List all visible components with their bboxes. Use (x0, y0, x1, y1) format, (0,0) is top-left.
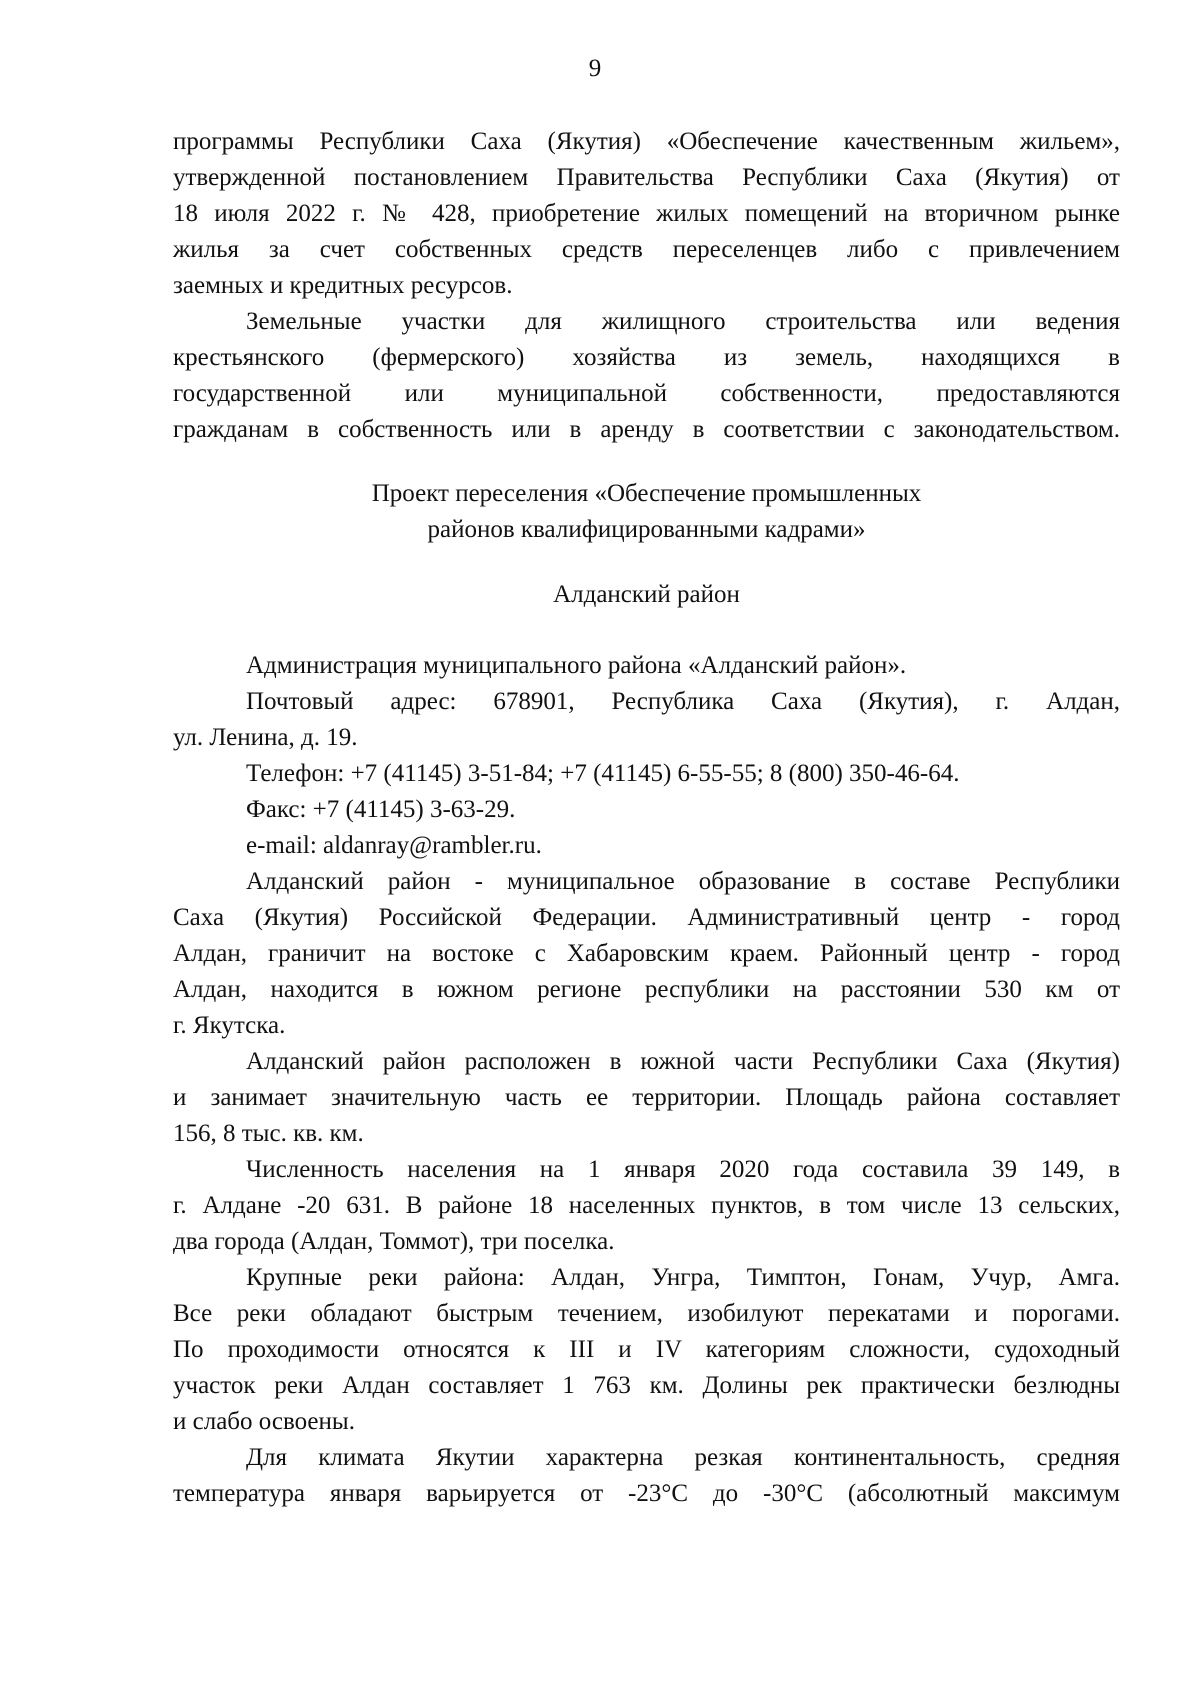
document-body (173, 124, 1120, 1512)
contact-block (173, 648, 1120, 864)
text-line: и занимает значительную часть ее территории. Площадь района составляет (173, 1084, 1120, 1111)
text-line: По проходимости относятся к III и IV категориям сложности, судоходный (173, 1336, 1120, 1363)
fax-number: Факс: +7 (41145) 3-63-29. (246, 796, 516, 823)
text-line: Численность населения на 1 января 2020 года составила 39 149, в (246, 1156, 1120, 1183)
text-line: жилья за счет собственных средств переселенцев либо с привлечением (173, 236, 1120, 263)
text-line: Саха (Якутия) Российской Федерации. Административный центр - город (173, 904, 1120, 931)
text-line: гражданам в собственность или в аренду в соответствии с законодательством. (173, 416, 1120, 443)
text-line: Крупные реки района: Алдан, Унгра, Тимптон, Гонам, Учур, Амга. (246, 1264, 1120, 1291)
text-line: Алданский район расположен в южной части Республики Саха (Якутия) (246, 1048, 1120, 1075)
section-heading (173, 476, 1120, 548)
text-line: утвержденной постановлением Правительства Республики Саха (Якутия) от (173, 164, 1120, 191)
text-line: два города (Алдан, Томмот), три поселка. (173, 1228, 615, 1255)
paragraph-land-plots (173, 304, 1120, 448)
text-line: Алдан, граничит на востоке с Хабаровским краем. Районный центр - город (173, 940, 1120, 967)
postal-address: ул. Ленина, д. 19. (173, 724, 358, 751)
section-subheading (173, 577, 1120, 613)
paragraph-population (173, 1152, 1120, 1260)
text-line: температура января варьируется от -23°С до -30°С (абсолютный максимум (173, 1480, 1120, 1507)
heading-line: районов квалифицированными кадрами» (427, 516, 866, 543)
text-line: Алданский район - муниципальное образование в составе Республики (246, 868, 1120, 895)
email-address: e-mail: aldanray@rambler.ru. (246, 832, 542, 859)
postal-address: Почтовый адрес: 678901, Республика Саха (Якутия), г. Алдан, (246, 688, 1120, 715)
text-line: и слабо освоены. (173, 1408, 355, 1435)
phone-numbers: Телефон: +7 (41145) 3-51-84; +7 (41145) 6-55-55; 8 (800) 350-46-64. (246, 760, 960, 787)
text-line: заемных и кредитных ресурсов. (173, 272, 513, 299)
paragraph-district-overview (173, 864, 1120, 1044)
page-number: 9 (588, 55, 602, 82)
text-line: Алдан, находится в южном регионе республики на расстоянии 530 км от (173, 976, 1120, 1003)
text-line: г. Алдане -20 631. В районе 18 населенных пунктов, в том числе 13 сельских, (173, 1192, 1120, 1219)
text-line: 18 июля 2022 г. № 428, приобретение жилых помещений на вторичном рынке (173, 200, 1120, 227)
paragraph-rivers (173, 1260, 1120, 1440)
paragraph-district-area (173, 1044, 1120, 1152)
administration-name: Администрация муниципального района «Алданский район». (246, 652, 907, 679)
heading-line: Проект переселения «Обеспечение промышленных (371, 480, 922, 507)
text-line: Все реки обладают быстрым течением, изобилуют перекатами и порогами. (173, 1300, 1120, 1327)
text-line: участок реки Алдан составляет 1 763 км. Долины рек практически безлюдны (173, 1372, 1120, 1399)
text-line: 156, 8 тыс. кв. км. (173, 1120, 364, 1147)
text-line: Для климата Якутии характерна резкая континентальность, средняя (246, 1444, 1120, 1471)
subheading-line: Алданский район (553, 581, 740, 608)
paragraph-climate (173, 1440, 1120, 1512)
text-line: г. Якутска. (173, 1012, 286, 1039)
paragraph-housing-program (173, 124, 1120, 304)
text-line: программы Республики Саха (Якутия) «Обеспечение качественным жильем», (173, 128, 1120, 155)
text-line: государственной или муниципальной собственности, предоставляются (173, 380, 1120, 407)
text-line: Земельные участки для жилищного строительства или ведения (246, 308, 1120, 335)
text-line: крестьянского (фермерского) хозяйства из земель, находящихся в (173, 344, 1120, 371)
